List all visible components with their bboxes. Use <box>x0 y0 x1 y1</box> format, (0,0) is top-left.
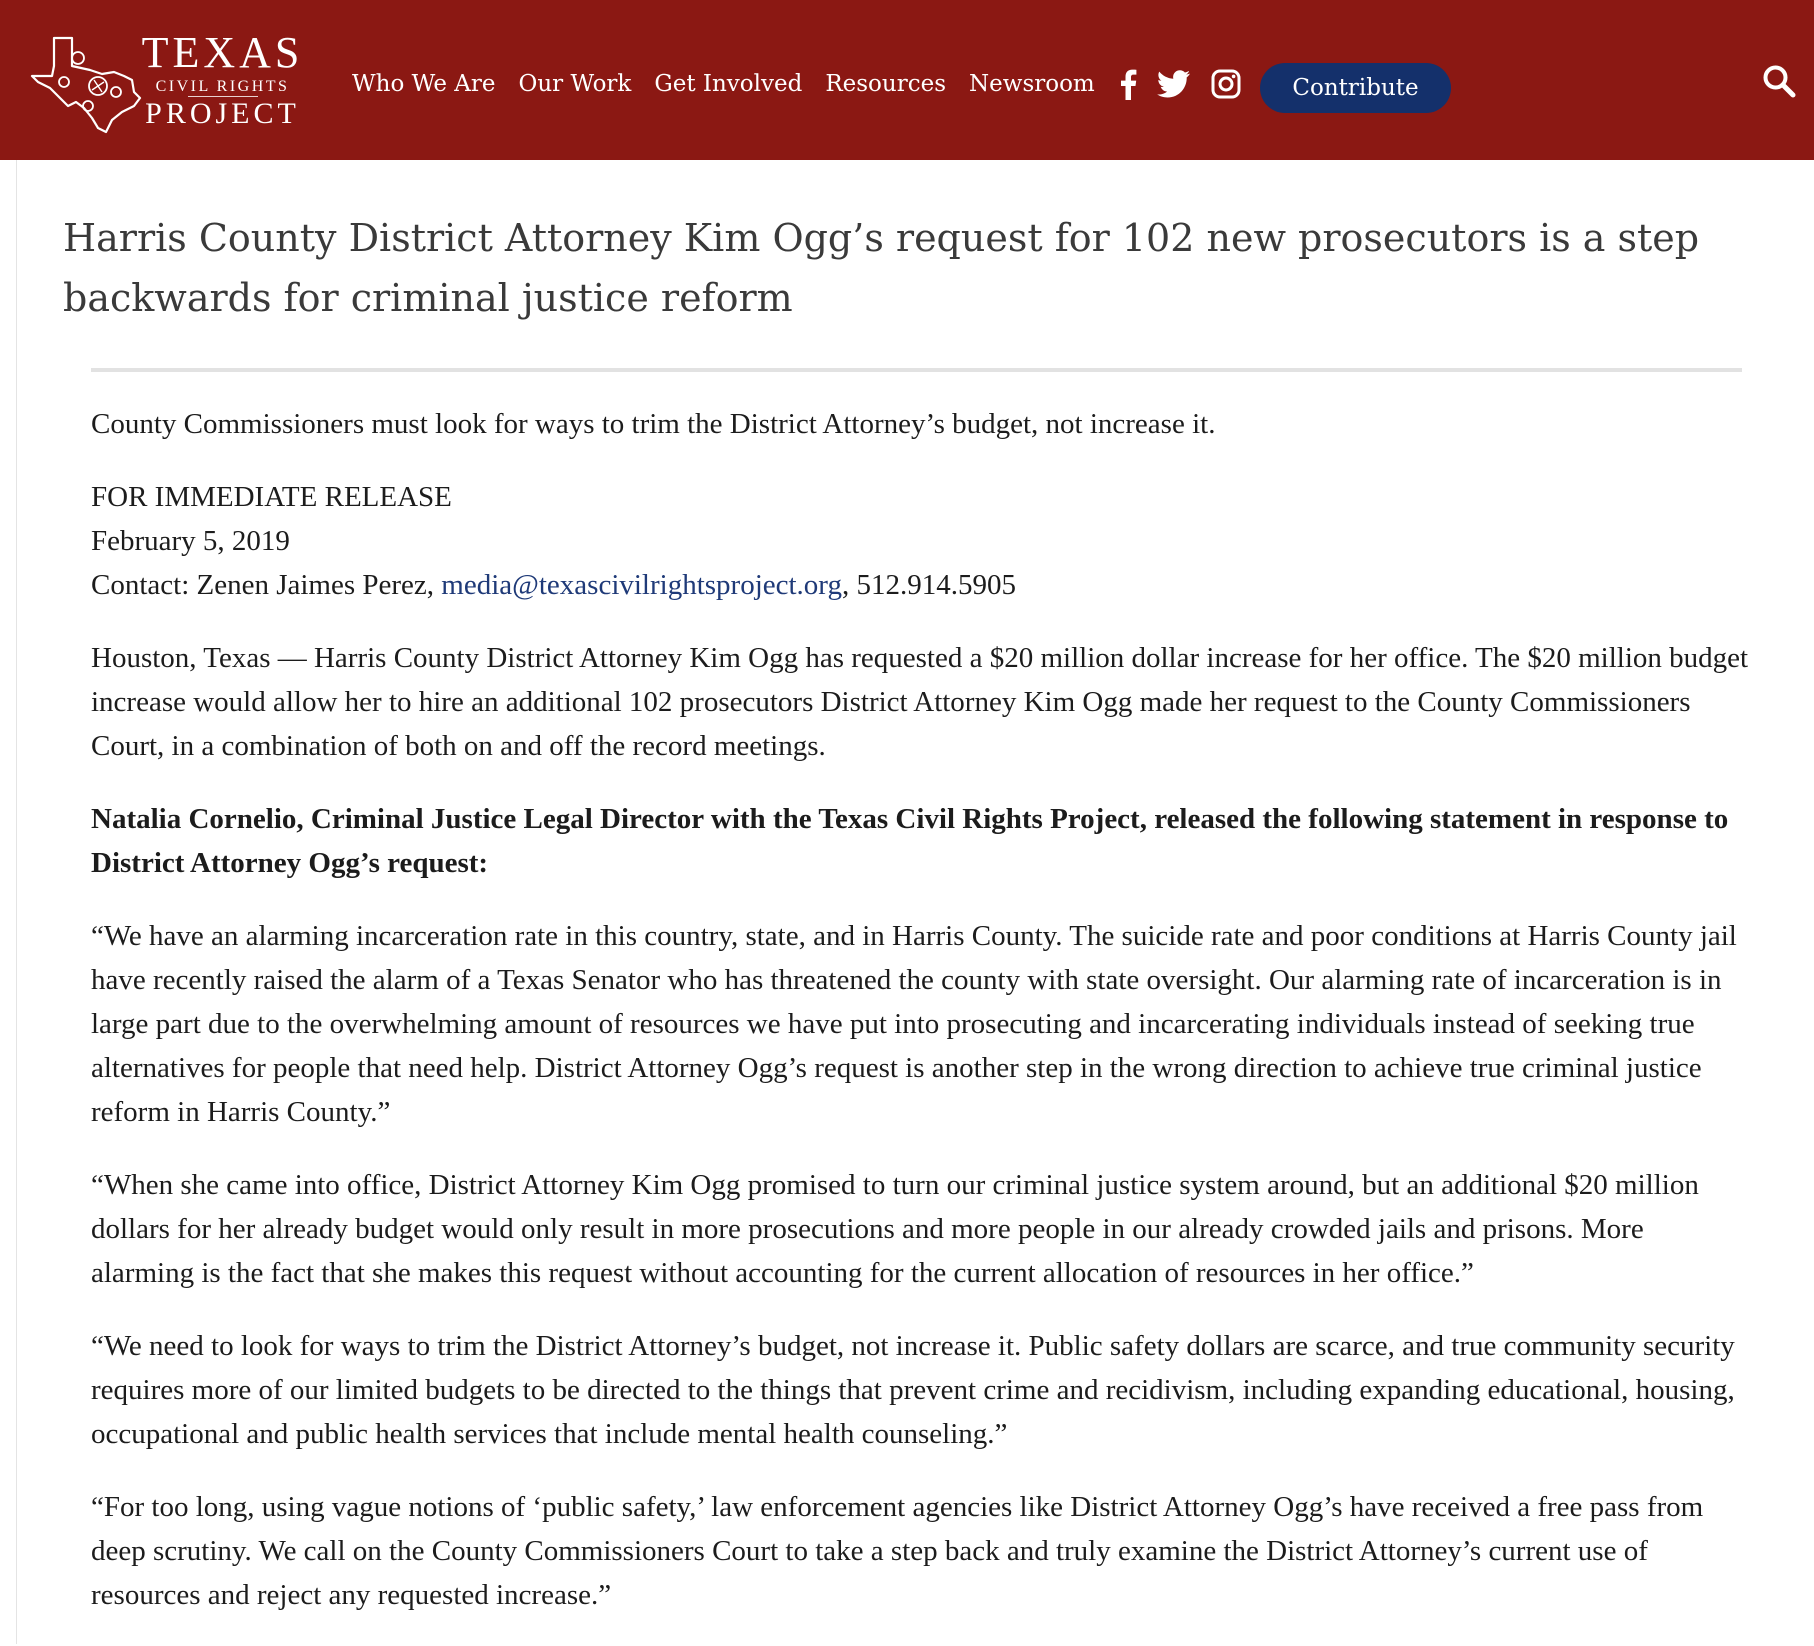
article-body <box>91 402 1751 1646</box>
search-icon[interactable] <box>1762 64 1796 98</box>
quote-paragraph: “For too long, using vague notions of ‘public safety,’ law enforcement agencies like District Attorney Ogg’s have received a free pass from deep scrutiny. We call on the County Commissioners Court to take a step back and truly examine the District Attorney’s current use of resources and reject any requested increase.” <box>91 1491 1704 1611</box>
social-links <box>1119 68 1261 100</box>
facebook-icon[interactable] <box>1119 68 1137 100</box>
contact-email-link[interactable]: media@texascivilrightsproject.org <box>441 569 842 601</box>
quote-paragraph: “When she came into office, District Attorney Kim Ogg promised to turn our criminal justice system around, but an additional $20 million dollars for her already budget would only result in more prosecutions and more people in our already crowded jails and prisons. More alarming is the fact that she makes this request without accounting for the current allocation of resources in her office.” <box>91 1169 1699 1289</box>
logo-wordmark <box>140 30 305 131</box>
article-subtitle: County Commissioners must look for ways to trim the District Attorney’s budget, not increase it. <box>91 408 1216 440</box>
nav-item-newsroom[interactable]: Newsroom <box>969 71 1095 97</box>
release-label: FOR IMMEDIATE RELEASE <box>91 481 452 513</box>
quote-paragraph: “We need to look for ways to trim the District Attorney’s budget, not increase it. Public safety dollars are scarce, and true community security requires more of our limited budgets to be directed to the things that prevent crime and recidivism, including expanding educational, housing, occupational and public health services that include mental health counseling.” <box>91 1330 1735 1450</box>
contact-phone: , 512.914.5905 <box>841 569 1016 601</box>
title-divider <box>91 368 1742 372</box>
logo-line-texas: TEXAS <box>141 28 304 77</box>
nav-item-resources[interactable]: Resources <box>825 71 947 97</box>
logo-line-project: PROJECT <box>145 97 300 130</box>
instagram-icon[interactable] <box>1211 69 1241 99</box>
contribute-button[interactable]: Contribute <box>1260 63 1451 113</box>
main-nav <box>352 64 1261 104</box>
nav-item-our-work[interactable]: Our Work <box>518 71 632 97</box>
texas-map-logo-icon <box>28 36 143 134</box>
contact-prefix: Contact: Zenen Jaimes Perez, <box>91 569 442 601</box>
page-title: Harris County District Attorney Kim Ogg’s request for 102 new prosecutors is a step backwards for criminal justice reform <box>63 216 1700 320</box>
logo-line-civil-rights: CIVIL RIGHTS <box>140 77 305 97</box>
twitter-icon[interactable] <box>1157 70 1191 98</box>
contact-line <box>91 563 1751 607</box>
release-info <box>91 475 1751 607</box>
article-paragraph: Houston, Texas — Harris County District Attorney Kim Ogg has requested a $20 million dollar increase for her office. The $20 million budget increase would allow her to hire an additional 102 prosecutors District Attorney Kim Ogg made her request to the County Commissioners Court, in a combination of both on and off the record meetings. <box>91 642 1749 762</box>
site-logo[interactable] <box>28 28 304 138</box>
release-date: February 5, 2019 <box>91 525 290 557</box>
nav-item-who-we-are[interactable]: Who We Are <box>352 71 496 97</box>
nav-item-get-involved[interactable]: Get Involved <box>654 71 803 97</box>
content-frame-border <box>16 160 17 1644</box>
quote-paragraph: “We have an alarming incarceration rate in this country, state, and in Harris County. The suicide rate and poor conditions at Harris County jail have recently raised the alarm of a Texas Senator who has threatened the county with state oversight. Our alarming rate of incarceration is in large part due to the overwhelming amount of resources we have put into prosecuting and incarcerating individuals instead of seeking true alternatives for people that need help. District Attorney Ogg’s request is another step in the wrong direction to achieve true criminal justice reform in Harris County.” <box>91 920 1737 1128</box>
site-header <box>0 0 1814 160</box>
statement-lead-in: Natalia Cornelio, Criminal Justice Legal Director with the Texas Civil Rights Project, released the following statement in response to District Attorney Ogg’s request: <box>91 803 1729 879</box>
